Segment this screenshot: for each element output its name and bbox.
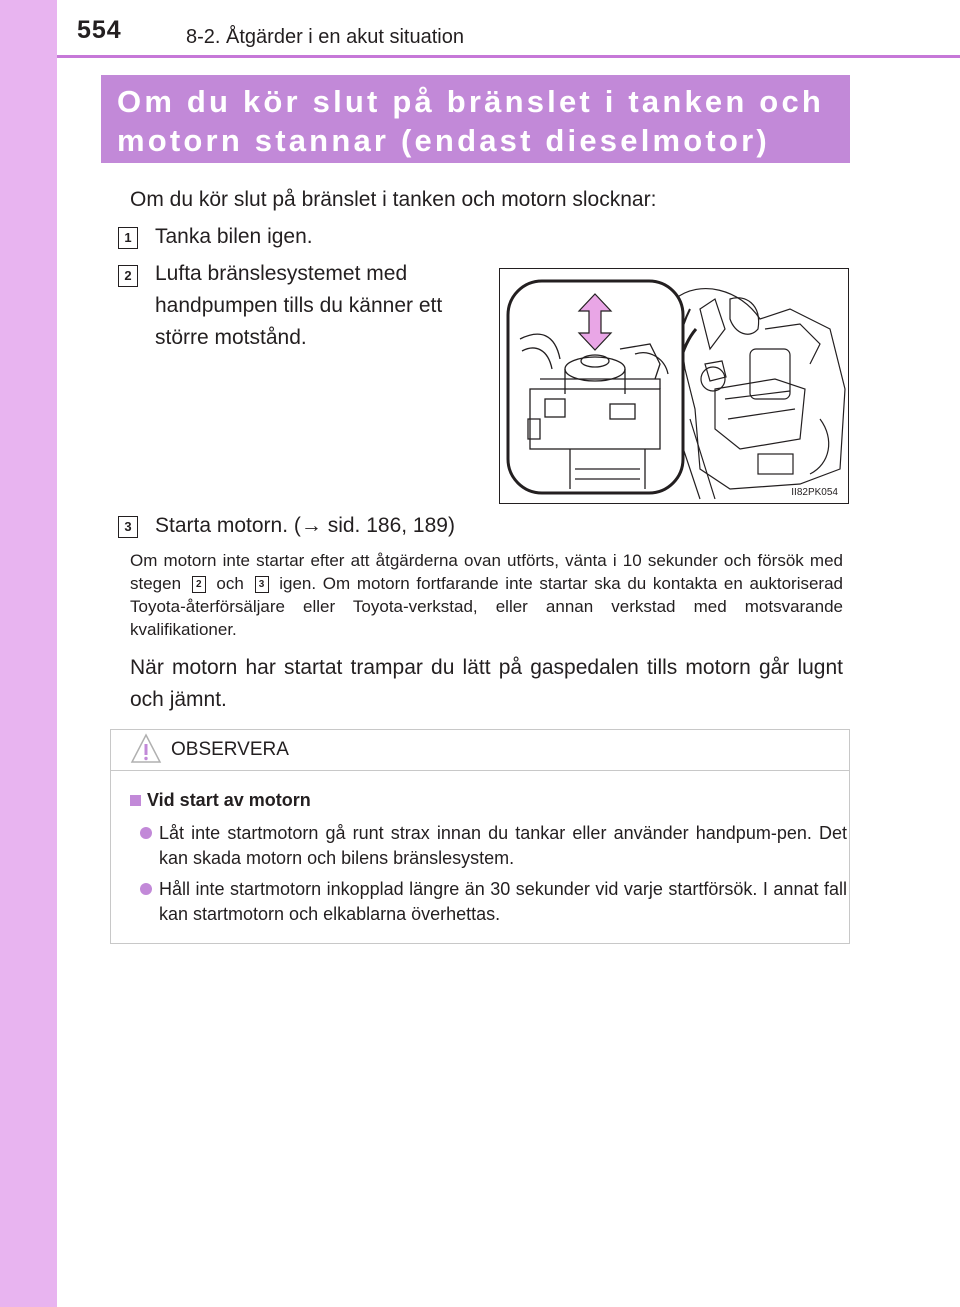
step-3-text: Starta motorn. (→ sid. 186, 189): [155, 514, 455, 537]
note-paragraph: [130, 549, 843, 641]
caution-box: [110, 729, 850, 944]
step-2-line: handpumpen tills du känner ett: [155, 294, 443, 317]
page-number: 554: [77, 16, 122, 44]
intro-text: Om du kör slut på bränslet i tanken och motorn slocknar:: [130, 188, 657, 211]
square-bullet-icon: [130, 795, 141, 806]
fuel-pump-illustration: [499, 268, 849, 504]
caution-item: [129, 877, 847, 927]
warning-triangle-icon: [130, 733, 162, 765]
note-text-mid: och: [216, 574, 244, 593]
page-heading: [101, 75, 850, 163]
step-1-number: 1: [118, 227, 138, 249]
after-start-text: När motorn har startat trampar du lätt på gaspedalen tills motorn går lugnt och jämnt.: [130, 656, 843, 711]
step-ref-2: 2: [192, 576, 206, 593]
step-2-number: 2: [118, 265, 138, 287]
side-tab-strip: [0, 0, 57, 1307]
caution-subheading: [130, 790, 311, 811]
step-ref-3: 3: [255, 576, 269, 593]
bullet-dot-icon: [140, 827, 152, 839]
heading-line-1: Om du kör slut på bränslet i tanken och: [117, 84, 825, 119]
step-2-text: [155, 258, 480, 354]
bullet-dot-icon: [140, 883, 152, 895]
caution-item: [129, 821, 847, 871]
header-rule: [57, 55, 960, 58]
step-2-line: Lufta bränslesystemet med: [155, 262, 408, 285]
step-1-text: Tanka bilen igen.: [155, 225, 313, 248]
caution-heading-text: Vid start av motorn: [147, 790, 311, 810]
engine-bay-drawing: [500, 269, 849, 504]
caution-header: [111, 730, 849, 771]
caution-item-text: Håll inte startmotorn inkopplad längre än 30 sekunder vid varje startförsök. I annat fall kan startmotorn och elkablarna överhettas.: [159, 879, 847, 924]
step-3-number: 3: [118, 516, 138, 538]
note-text-part-2: igen. Om motorn fortfarande inte startar ska du kontakta en auktoriserad Toyota-återförsäljare eller Toyota-verkstad, eller annan verkstad med motsvarande kvalifikationer.: [130, 574, 843, 639]
note-text-part-1: Om motorn inte startar efter att åtgärderna ovan utförts, vänta i 10 sekunder och försök med stegen: [130, 551, 843, 593]
heading-line-2: motorn stannar (endast dieselmotor): [117, 123, 770, 158]
caution-label: OBSERVERA: [171, 739, 289, 760]
caution-item-text: Låt inte startmotorn gå runt strax innan du tankar eller använder handpum-pen. Det kan skada motorn och bilens bränslesystem.: [159, 823, 847, 868]
step-2-line: större motstånd.: [155, 326, 307, 349]
section-title: 8-2. Åtgärder i en akut situation: [186, 26, 464, 48]
figure-code: II82PK054: [791, 487, 838, 498]
